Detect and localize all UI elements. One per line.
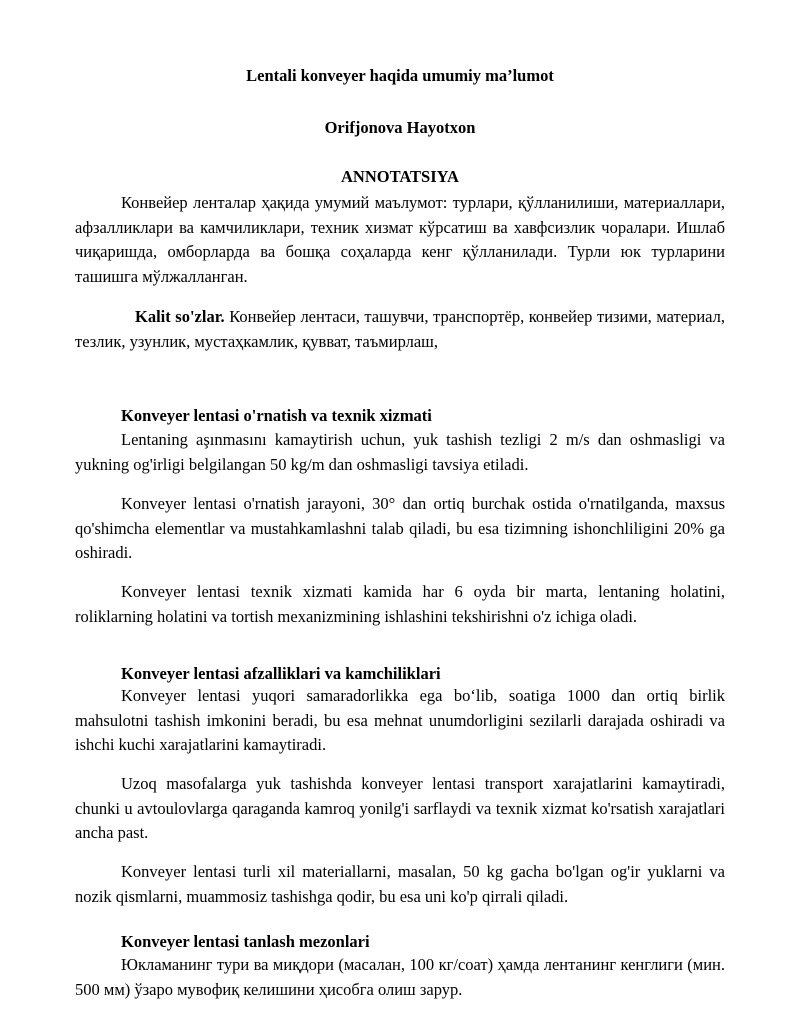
annotation-text: Конвейер ленталар ҳақида умумий маълумот: турлари, қўлланилиши, материаллари, афзалликлари ва камчиликлари, техник хизмат кўрсатиш ва хавфсизлик чоралари. Ишлаб чиқаришда, омборларда ва бошқа соҳаларда кенг қўлланилади. Турли юк турларини ташишга мўлжалланган. — [75, 193, 725, 286]
paragraph: Lentaning aşınmasını kamaytirish uchun, yuk tashish tezligi 2 m/s dan oshmasligi va yukning og'irligi belgilangan 50 kg/m dan oshmasligi tavsiya etiladi. — [75, 430, 725, 474]
keywords-paragraph — [75, 305, 725, 354]
keywords-label: Kalit so'zlar. — [135, 307, 225, 326]
paragraph: Konveyer lentasi turli xil materiallarni, masalan, 50 kg gacha bo'lgan og'ir yuklarni va nozik qismlarni, muammosiz tashishga qodir, bu esa uni ko'p qirrali qiladi. — [75, 862, 725, 906]
paragraph: Konveyer lentasi texnik xizmati kamida har 6 oyda bir marta, lentaning holatini, roliklarning holatini va tortish mexanizmining ishlashini tekshirishni o'z ichiga oladi. — [75, 582, 725, 626]
paragraph: Uzoq masofalarga yuk tashishda konveyer lentasi transport xarajatlarini kamaytiradi, chunki u avtoulovlarga qaraganda kamroq yonilg'i sarflaydi va texnik xizmat ko'rsatish xarajatlari ancha past. — [75, 774, 725, 842]
annotation-heading: ANNOTATSIYA — [341, 167, 459, 186]
paragraph: Konveyer lentasi yuqori samaradorlikka ega bo‘lib, soatiga 1000 dan ortiq birlik mahsulotni tashish imkonini beradi, bu esa mehnat unumdorligini sezilarli darajada oshiradi va ishchi kuchi xarajatlarini kamaytiradi. — [75, 686, 725, 754]
paragraph: Юкламанинг тури ва миқдори (масалан, 100 кг/соат) ҳамда лентанинг кенглиги (мин. 500 мм) ўзаро мувофиқ келишини ҳисобга олиш зарур. — [75, 955, 725, 999]
author-name: Orifjonova Hayotxon — [324, 118, 476, 137]
section-heading-selection: Konveyer lentasi tanlash mezonlari — [121, 932, 370, 951]
paragraph: Konveyer lentasi o'rnatish jarayoni, 30° dan ortiq burchak ostida o'rnatilganda, maxsus qo'shimcha elementlar va mustahkamlashni talab qiladi, bu esa tizimning ishonchliligini 20% ga oshiradi. — [75, 494, 725, 562]
document-title: Lentali konveyer haqida umumiy ma’lumot — [246, 66, 554, 85]
section-heading-installation: Konveyer lentasi o'rnatish va texnik xizmati — [121, 406, 432, 425]
section-heading-advantages: Konveyer lentasi afzalliklari va kamchiliklari — [121, 664, 441, 683]
keywords-text: Конвейер лентаси, ташувчи, транспортёр, конвейер тизими, материал, тезлик, узунлик, мустаҳкамлик, қувват, таъмирлаш, — [75, 307, 725, 351]
